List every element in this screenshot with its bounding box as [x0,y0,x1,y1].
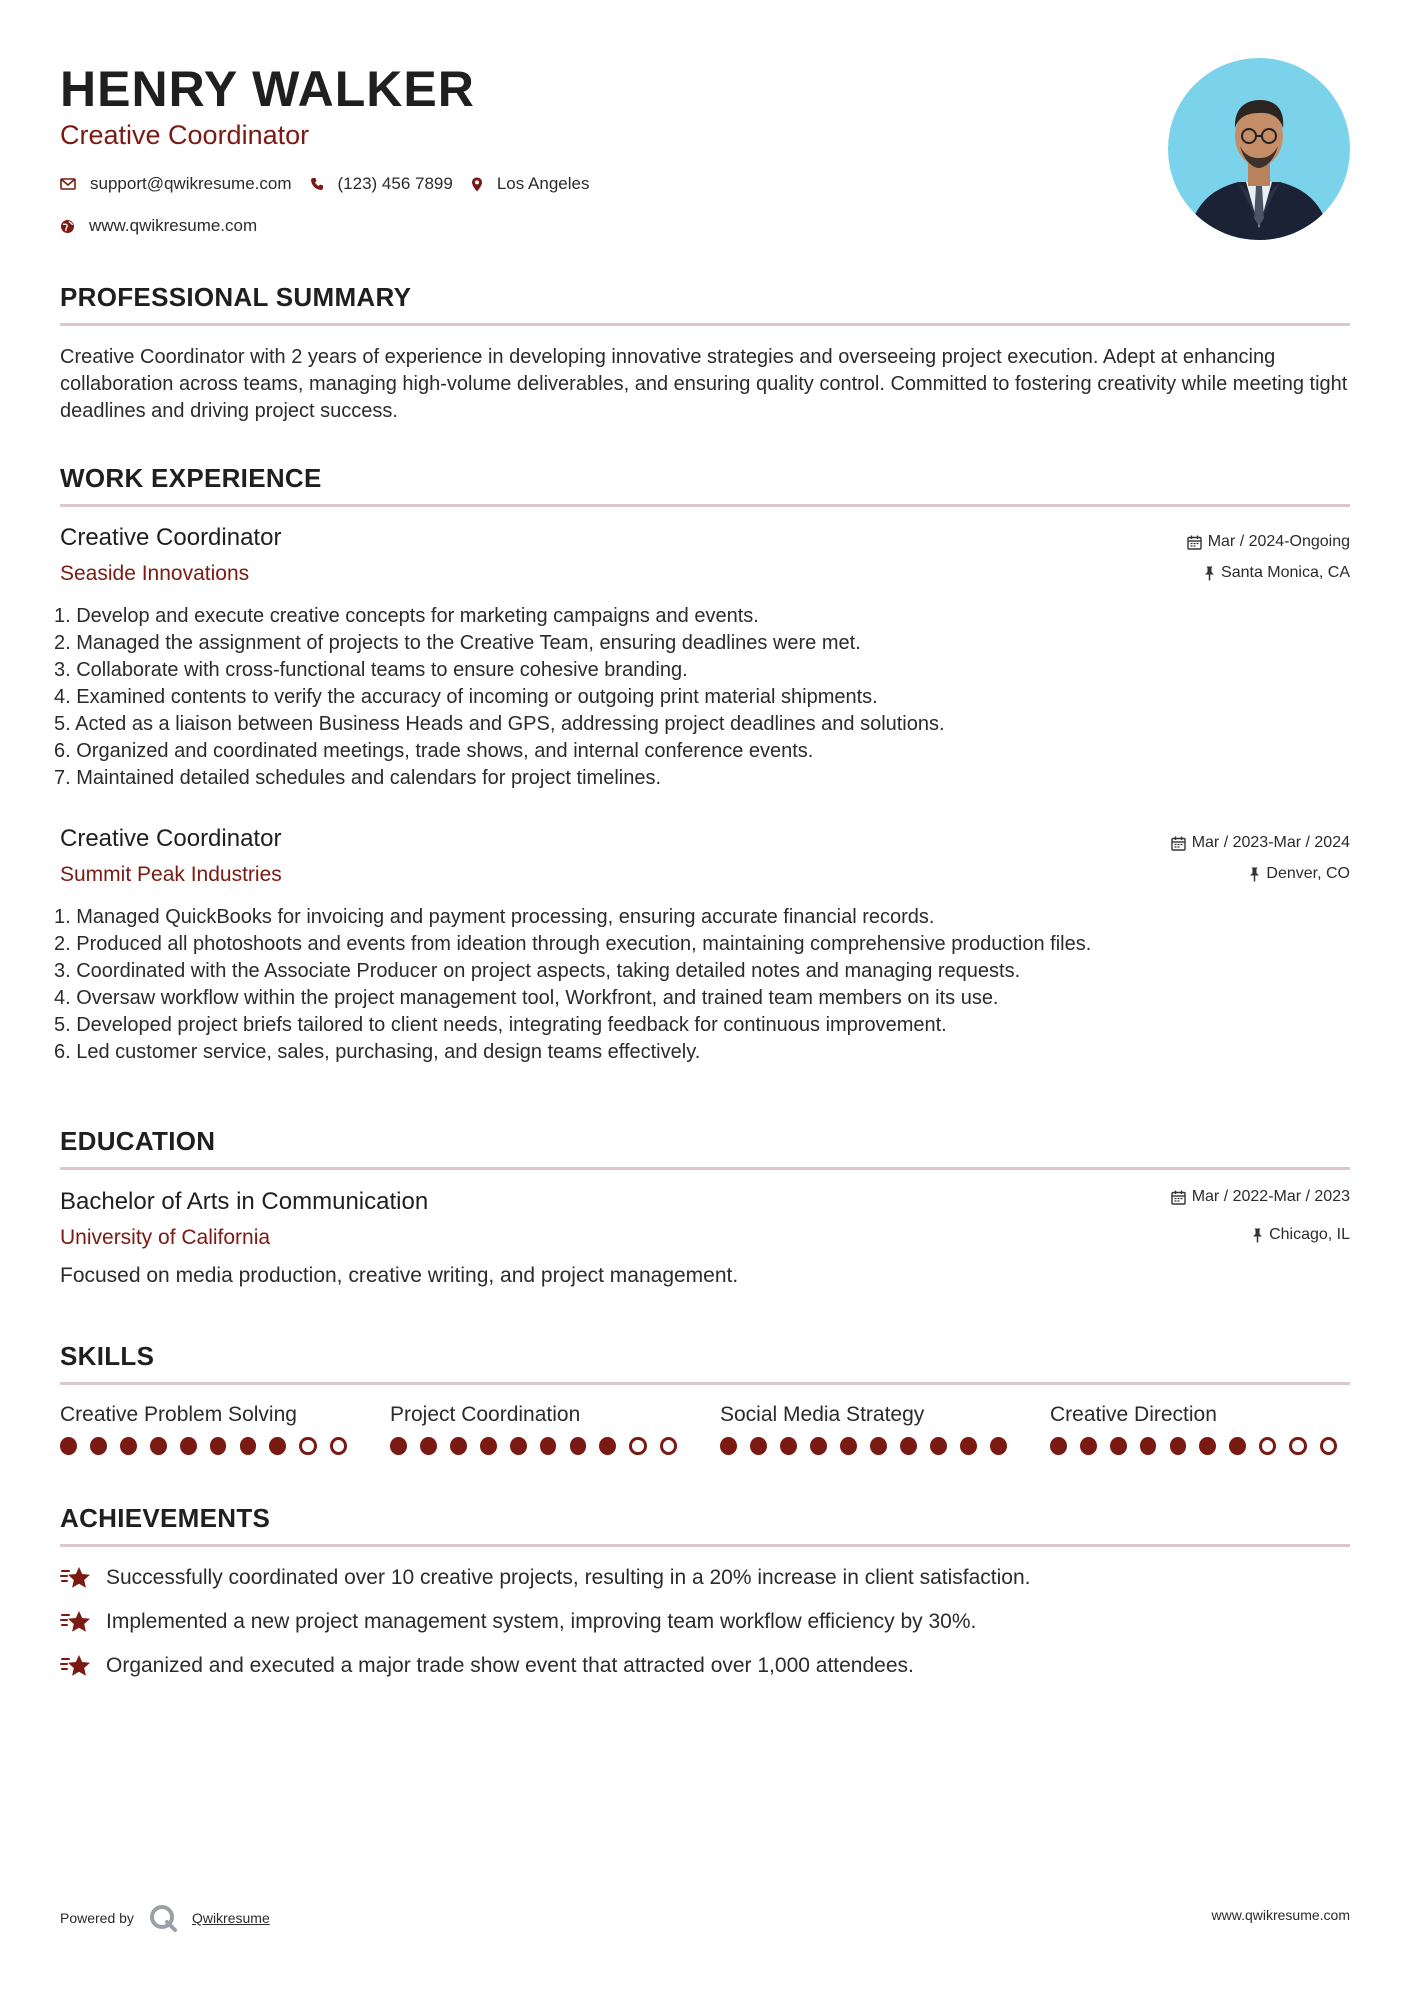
job-location [1249,865,1350,883]
job-date-text: Mar / 2024-Ongoing [1207,533,1350,550]
job-bullet-list [54,603,1350,792]
phone-contact[interactable] [310,174,453,194]
rating-dot-filled [210,1437,227,1455]
rating-dot-filled [1229,1437,1246,1455]
star-icon [60,1609,92,1635]
education-date [1171,1188,1350,1206]
skill-rating [720,1437,1020,1455]
rating-dot-filled [90,1437,107,1455]
achievement-text: Successfully coordinated over 10 creative projects, resulting in a 20% increase in client satisfaction. [106,1566,1031,1589]
education-date-text: Mar / 2022-Mar / 2023 [1191,1188,1350,1205]
calendar-icon [1187,535,1202,550]
rating-dot-filled [750,1437,767,1455]
rating-dot-filled [390,1437,407,1455]
job-company: Seaside Innovations [60,562,250,585]
rating-dot-empty [1320,1437,1337,1455]
qwikresume-logo-icon [148,1903,178,1933]
job-location [1204,564,1350,582]
email-icon [60,178,76,190]
job-bullet: 4. Oversaw workflow within the project management tool, Workfront, and trained team members on its use. [54,987,999,1009]
education-location [1252,1226,1350,1244]
skills-heading: SKILLS [60,1341,1350,1385]
skill-item [1050,1403,1350,1455]
achievement-text: Implemented a new project management system, improving team workflow efficiency by 30%. [106,1610,977,1633]
calendar-icon [1171,836,1186,851]
rating-dot-filled [510,1437,527,1455]
job-bullet-list [54,904,1350,1066]
skill-name: Creative Direction [1050,1403,1217,1426]
rating-dot-filled [120,1437,137,1455]
education-description: Focused on media production, creative writing, and project management. [60,1264,739,1287]
location-text: Los Angeles [496,174,590,193]
rating-dot-empty [299,1437,316,1455]
candidate-name: HENRY WALKER [60,61,475,117]
job-date [1187,533,1350,551]
experience-heading: WORK EXPERIENCE [60,463,1350,507]
rating-dot-filled [780,1437,797,1455]
education-heading: EDUCATION [60,1126,1350,1170]
website-text: www.qwikresume.com [89,216,258,235]
job-bullet: 1. Develop and execute creative concepts for marketing campaigns and events. [54,605,759,627]
job-location-text: Denver, CO [1266,865,1350,882]
rating-dot-filled [1050,1437,1067,1455]
rating-dot-filled [870,1437,887,1455]
rating-dot-empty [330,1437,347,1455]
achievement-item [60,1653,914,1679]
skill-item [720,1403,1020,1455]
footer-website[interactable]: www.qwikresume.com [1211,1907,1350,1923]
skill-name: Social Media Strategy [720,1403,925,1426]
rating-dot-filled [1140,1437,1157,1455]
rating-dot-filled [480,1437,497,1455]
star-icon [60,1653,92,1679]
star-icon [60,1565,92,1591]
candidate-title: Creative Coordinator [60,120,310,150]
achievement-item [60,1565,1030,1591]
phone-icon [310,177,324,191]
skill-name: Project Coordination [390,1403,581,1426]
rating-dot-filled [540,1437,557,1455]
summary-text: Creative Coordinator with 2 years of experience in developing innovative strategies and overseeing project execution. Adept at enhancing collaboration across teams, managing high-volume deliverables, and ensuring quality control. Committed to fostering creativity while meeting tight deadlines and driving project success. [60,346,1348,422]
email-text: support@qwikresume.com [90,174,292,193]
rating-dot-filled [1110,1437,1127,1455]
job-title: Creative Coordinator [60,524,282,551]
rating-dot-filled [960,1437,977,1455]
rating-dot-empty [629,1437,646,1455]
rating-dot-filled [810,1437,827,1455]
achievement-item [60,1609,976,1635]
job-location-text: Santa Monica, CA [1221,564,1350,581]
rating-dot-filled [930,1437,947,1455]
job-bullet: 2. Managed the assignment of projects to the Creative Team, ensuring deadlines were met. [54,632,861,654]
rating-dot-filled [269,1437,286,1455]
rating-dot-filled [570,1437,587,1455]
powered-by-label: Powered by [60,1910,134,1926]
job-bullet: 3. Collaborate with cross-functional teams to ensure cohesive branding. [54,659,688,681]
job-bullet: 6. Led customer service, sales, purchasing, and design teams effectively. [54,1041,701,1063]
rating-dot-filled [900,1437,917,1455]
calendar-icon [1171,1190,1186,1205]
location-contact [471,174,590,194]
rating-dot-filled [180,1437,197,1455]
job-bullet: 5. Developed project briefs tailored to client needs, integrating feedback for continuous improvement. [54,1014,947,1036]
rating-dot-filled [450,1437,467,1455]
footer-powered-by [60,1903,270,1933]
job-company: Summit Peak Industries [60,863,282,886]
rating-dot-filled [720,1437,737,1455]
job-date-text: Mar / 2023-Mar / 2024 [1191,834,1350,851]
rating-dot-filled [420,1437,437,1455]
job-bullet: 1. Managed QuickBooks for invoicing and payment processing, ensuring accurate financial records. [54,906,935,928]
globe-icon [60,219,75,234]
pushpin-icon [1204,566,1215,581]
job-title: Creative Coordinator [60,825,282,852]
achievements-heading: ACHIEVEMENTS [60,1503,1350,1547]
rating-dot-empty [660,1437,677,1455]
email-contact[interactable] [60,174,292,194]
skill-name: Creative Problem Solving [60,1403,297,1426]
rating-dot-empty [1289,1437,1306,1455]
job-bullet: 5. Acted as a liaison between Business Heads and GPS, addressing project deadlines and solutions. [54,713,945,735]
job-bullet: 2. Produced all photoshoots and events from ideation through execution, maintaining comprehensive production files. [54,933,1092,955]
job-bullet: 7. Maintained detailed schedules and calendars for project timelines. [54,767,662,789]
job-bullet: 3. Coordinated with the Associate Producer on project aspects, taking detailed notes and managing requests. [54,960,1021,982]
rating-dot-filled [1199,1437,1216,1455]
contact-row [60,174,607,194]
job-bullet: 4. Examined contents to verify the accuracy of incoming or outgoing print material shipments. [54,686,878,708]
rating-dot-filled [990,1437,1007,1455]
rating-dot-empty [1259,1437,1276,1455]
resume-page [54,0,1350,1990]
education-location-text: Chicago, IL [1269,1226,1350,1243]
qwikresume-link[interactable]: Qwikresume [191,1910,270,1926]
website-contact[interactable] [60,216,257,236]
rating-dot-filled [60,1437,77,1455]
skill-rating [1050,1437,1350,1455]
skill-rating [390,1437,690,1455]
summary-heading: PROFESSIONAL SUMMARY [60,282,1350,326]
rating-dot-filled [840,1437,857,1455]
rating-dot-filled [1170,1437,1187,1455]
rating-dot-filled [1080,1437,1097,1455]
skill-item [60,1403,360,1455]
skill-item [390,1403,690,1455]
education-degree: Bachelor of Arts in Communication [60,1188,429,1215]
phone-text: (123) 456 7899 [337,174,453,193]
job-bullet: 6. Organized and coordinated meetings, trade shows, and internal conference events. [54,740,814,762]
job-date [1171,834,1350,852]
rating-dot-filled [240,1437,257,1455]
education-school: University of California [60,1226,271,1249]
rating-dot-filled [150,1437,167,1455]
pushpin-icon [1252,1228,1263,1243]
pushpin-icon [1249,867,1260,882]
location-pin-icon [471,177,483,192]
website-row [60,216,275,236]
profile-photo [1168,58,1350,240]
achievement-text: Organized and executed a major trade show event that attracted over 1,000 attendees. [106,1654,914,1677]
rating-dot-filled [599,1437,616,1455]
skill-rating [60,1437,360,1455]
